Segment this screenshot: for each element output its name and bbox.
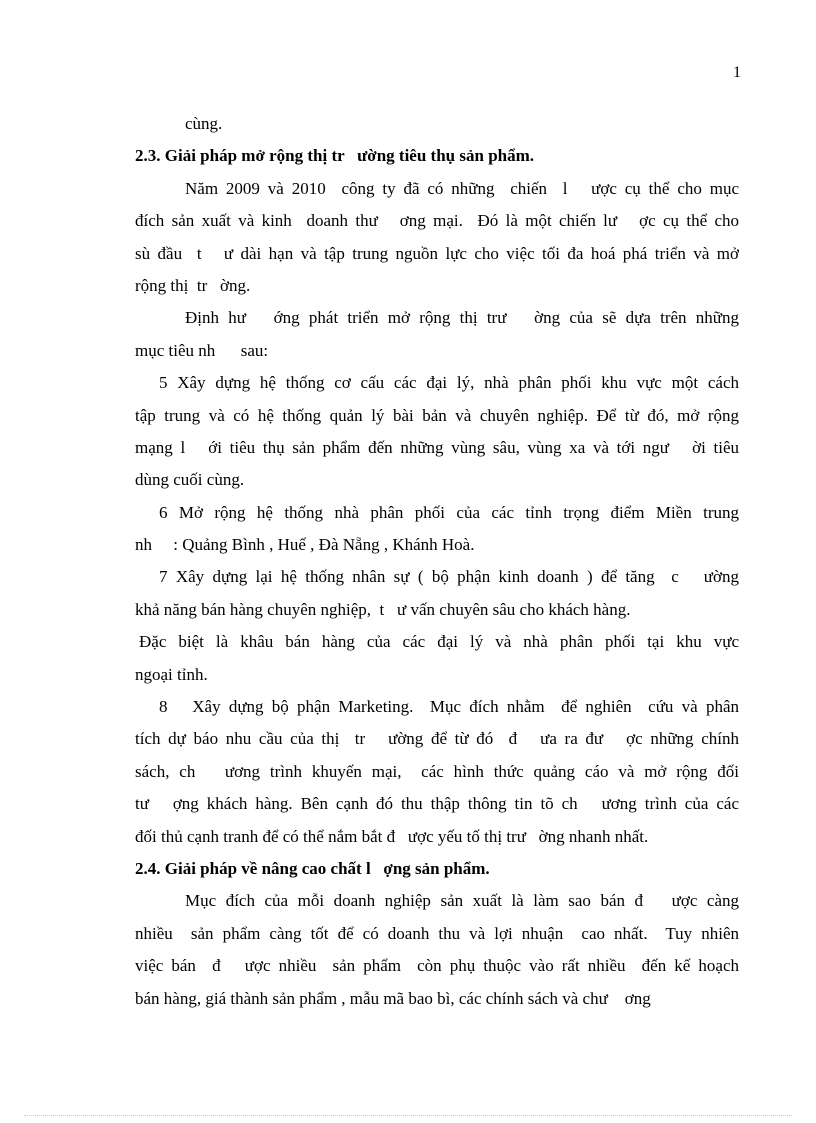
document-body bbox=[135, 108, 739, 1015]
text-line: tư ợng khách hàng. Bên cạnh đó thu thập thông tin tõ ch ương trình của các bbox=[135, 794, 739, 814]
text-line: dùng cuối cùng. bbox=[135, 470, 245, 490]
list-item: 8 Xây dựng bộ phận Marketing. Mục đích nhằm để nghiên cứu và phân bbox=[159, 697, 739, 717]
text-line: bán hàng, giá thành sản phẩm , mẫu mã bao bì, các chính sách và chư ơng bbox=[135, 988, 651, 1008]
list-item: 6 Mở rộng hệ thống nhà phân phối của các tỉnh trọng điểm Miền trung bbox=[159, 502, 739, 522]
text-line: mục tiêu nh sau: bbox=[135, 340, 269, 360]
text-line: đối thủ cạnh tranh để có thể nắm bắt đ ược yếu tố thị trư ờng nhanh nhất. bbox=[135, 826, 649, 846]
text-line: đích sản xuất và kinh doanh thư ơng mại. Đó là một chiến lư ợc cụ thể cho bbox=[135, 211, 739, 231]
text-line: rộng thị tr ờng. bbox=[135, 275, 251, 295]
text-line: sù đầu t ư dài hạn và tập trung nguồn lực cho việc tối đa hoá phá triển và mở bbox=[135, 243, 739, 263]
text-line: Đặc biệt là khâu bán hàng của các đại lý và nhà phân phối tại khu vực bbox=[139, 632, 739, 652]
page-number: 1 bbox=[733, 64, 741, 81]
text-line: tập trung và có hệ thống quản lý bài bản và chuyên nghiệp. Để từ đó, mở rộng bbox=[135, 405, 739, 425]
list-item: 7 Xây dựng lại hệ thống nhân sự ( bộ phận kinh doanh ) để tăng c ường bbox=[159, 567, 739, 587]
text-line: việc bán đ ược nhiều sản phẩm còn phụ thuộc vào rất nhiều đến kế hoạch bbox=[135, 956, 739, 976]
text-line: nhiều sản phẩm càng tốt để có doanh thu và lợi nhuận cao nhất. Tuy nhiên bbox=[135, 923, 739, 943]
text-line: mạng l ới tiêu thụ sản phẩm đến những vùng sâu, vùng xa và tới ngư ời tiêu bbox=[135, 437, 739, 457]
text-line: nh : Quảng Bình , Huế , Đà Nẵng , Khánh Hoà. bbox=[135, 535, 475, 555]
text-line: ngoại tỉnh. bbox=[135, 664, 208, 684]
text-line: Mục đích của mỗi doanh nghiệp sản xuất là làm sao bán đ ược càng bbox=[185, 891, 739, 911]
section-heading: 2.3. Giải pháp mở rộng thị tr ường tiêu thụ sản phẩm. bbox=[135, 146, 535, 166]
text-line: Định hư ớng phát triển mở rộng thị trư ờng của sẽ dựa trên những bbox=[185, 308, 739, 328]
page-bottom-divider bbox=[24, 1115, 792, 1116]
section-heading: 2.4. Giải pháp về nâng cao chất l ợng sản phẩm. bbox=[135, 858, 490, 878]
text-line: tích dự báo nhu cầu của thị tr ường để từ đó đ ưa ra đư ợc những chính bbox=[135, 729, 739, 749]
text-line: cùng. bbox=[185, 114, 223, 133]
list-item: 5 Xây dựng hệ thống cơ cấu các đại lý, nhà phân phối khu vực một cách bbox=[159, 373, 739, 393]
text-line: khả năng bán hàng chuyên nghiệp, t ư vấn chuyên sâu cho khách hàng. bbox=[135, 599, 631, 619]
text-line: Năm 2009 và 2010 công ty đã có những chiến l ược cụ thể cho mục bbox=[185, 178, 739, 198]
text-line: sách, ch ương trình khuyến mại, các hình thức quảng cáo và mở rộng đối bbox=[135, 761, 739, 781]
